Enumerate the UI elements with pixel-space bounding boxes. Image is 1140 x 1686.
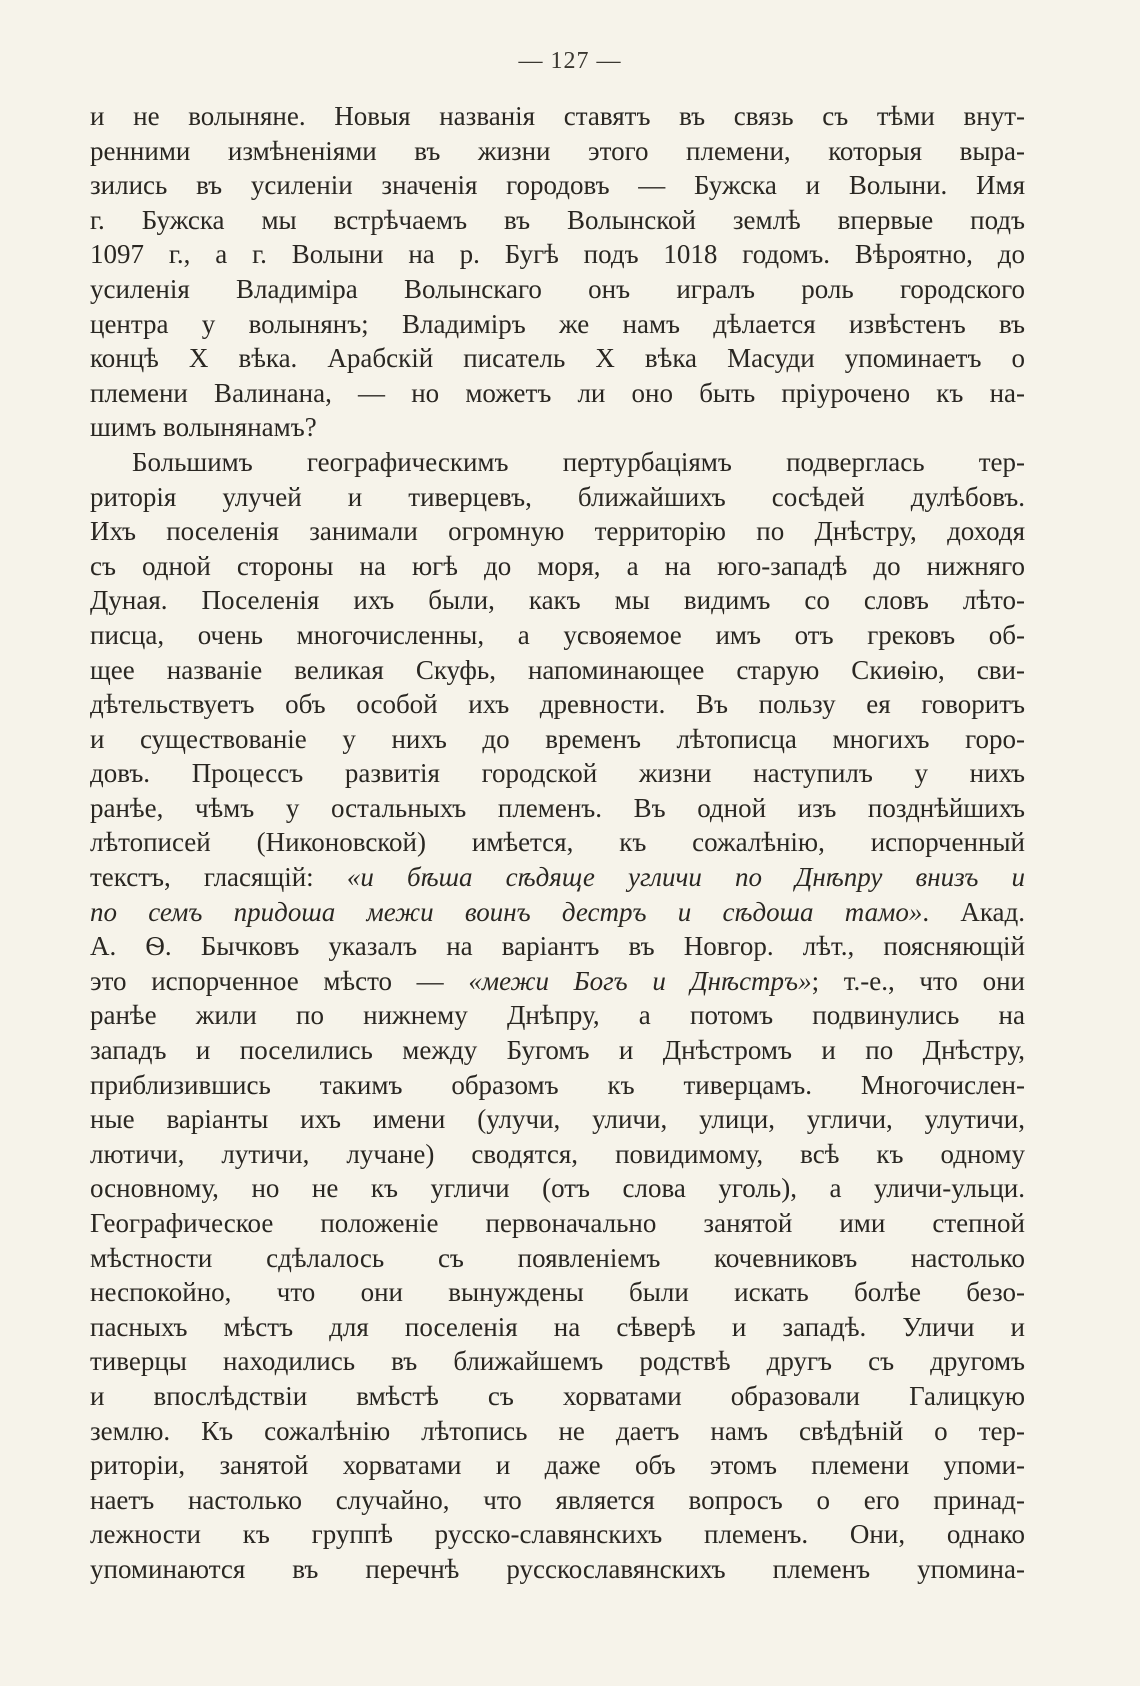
text-line: Дуная. Поселенія ихъ были, какъ мы видимъ со словъ лѣто- (90, 585, 1025, 616)
text-line: тиверцы находились въ ближайшемъ родствѣ другъ съ другомъ (90, 1346, 1025, 1377)
text-line: и не волыняне. Новыя названія ставятъ въ связь съ тѣми внут- (90, 101, 1025, 131)
text-line: землю. Къ сожалѣнію лѣтопись не даетъ намъ свѣдѣній о тер- (90, 1415, 1025, 1446)
text-line: г. Бужска мы встрѣчаемъ въ Волынской землѣ впервые подъ (90, 204, 1025, 235)
text-line: ранѣе, чѣмъ у остальныхъ племенъ. Въ одной изъ позднѣйшихъ (90, 792, 1025, 823)
text-line: Ихъ поселенія занимали огромную территорію по Днѣстру, доходя (90, 516, 1025, 547)
text-line: племени Валинана, — но можетъ ли оно быть пріурочено къ на- (90, 377, 1025, 408)
text-line: ренними измѣненіями въ жизни этого племени, которыя выра- (90, 135, 1025, 166)
text-line: наетъ настолько случайно, что является вопросъ о его принад- (90, 1484, 1025, 1515)
text-line: шимъ волынянамъ? (90, 412, 317, 443)
text-line: Географическое положеніе первоначально занятой ими степной (90, 1208, 1025, 1238)
quote-italic: по семъ придоша межи воинъ дестръ и сѣдоша тамо» (90, 896, 923, 927)
quote-italic: «и бѣша сѣдяще угличи по Днѣпру внизъ и (346, 862, 1026, 893)
text-line-quote (90, 860, 1025, 895)
body-text (90, 99, 1025, 1587)
text-line: лютичи, лутичи, лучане) сводятся, повидимому, всѣ къ одному (90, 1138, 1025, 1169)
text-line: довъ. Процессъ развитія городской жизни наступилъ у нихъ (90, 758, 1025, 789)
text-line: и впослѣдствіи вмѣстѣ съ хорватами образовали Галицкую (90, 1380, 1025, 1411)
text-line: риторіи, занятой хорватами и даже объ этомъ племени упоми- (90, 1450, 1025, 1481)
text-line: 1097 г., а г. Волыни на р. Бугѣ подъ 1018 годомъ. Вѣроятно, до (90, 239, 1025, 270)
text-line: пасныхъ мѣстъ для поселенія на сѣверѣ и западѣ. Уличи и (90, 1311, 1025, 1342)
text-line-quote (90, 964, 1025, 999)
line-text: . Акад. (922, 896, 1026, 927)
page-number: — 127 — (518, 48, 622, 74)
text-line: дѣтельствуетъ объ особой ихъ древности. Въ пользу ея говоритъ (90, 689, 1025, 720)
text-line: щее названіе великая Скуфь, напоминающее старую Скиѳію, сви- (90, 654, 1025, 685)
text-line: ные варіанты ихъ имени (улучи, уличи, улици, угличи, улутичи, (90, 1104, 1025, 1135)
text-line: центра у волынянъ; Владиміръ же намъ дѣлается извѣстенъ въ (90, 308, 1025, 339)
text-line: писца, очень многочисленны, а усвояемое имъ отъ грековъ об- (90, 619, 1025, 650)
text-line: ранѣе жили по нижнему Днѣпру, а потомъ подвинулись на (90, 1000, 1025, 1031)
text-line: риторія улучей и тиверцевъ, ближайшихъ сосѣдей дулѣбовъ. (90, 481, 1025, 512)
text-line: зились въ усиленіи значенія городовъ — Бужска и Волыни. Имя (90, 170, 1025, 201)
text-line: западъ и поселились между Бугомъ и Днѣстромъ и по Днѣстру, (90, 1035, 1025, 1066)
text-line: неспокойно, что они вынуждены были искать болѣе безо- (90, 1277, 1025, 1308)
line-text: текстъ, гласящій: (90, 862, 347, 893)
text-line: А. Ѳ. Бычковъ указалъ на варіантъ въ Новгор. лѣт., поясняющій (90, 931, 1025, 962)
paragraph-start-line: Большимъ географическимъ пертурбаціямъ подверглась тер- (132, 446, 1025, 477)
text-line: приблизившись такимъ образомъ къ тиверцамъ. Многочислен- (90, 1069, 1025, 1100)
text-line: усиленія Владиміра Волынскаго онъ игралъ роль городского (90, 273, 1025, 304)
text-line: мѣстности сдѣлалось съ появленіемъ кочевниковъ настолько (90, 1242, 1025, 1273)
text-line: съ одной стороны на югѣ до моря, а на юго-западѣ до нижняго (90, 550, 1025, 581)
text-line: и существованіе у нихъ до временъ лѣтописца многихъ горо- (90, 723, 1025, 754)
line-text: это испорченное мѣсто — (90, 965, 469, 996)
text-line: основному, но не къ угличи (отъ слова уголь), а уличи-ульци. (90, 1173, 1025, 1204)
text-line: лѣтописей (Никоновской) имѣется, къ сожалѣнію, испорченный (90, 827, 1025, 858)
quote-italic: «межи Богъ и Днѣстръ» (468, 965, 812, 996)
line-text: ; т.-е., что они (811, 965, 1025, 996)
text-line: концѣ X вѣка. Арабскій писатель X вѣка Масуди упоминаетъ о (90, 343, 1025, 374)
text-line: упоминаются въ перечнѣ русскославянскихъ племенъ упомина- (90, 1553, 1025, 1584)
text-line: лежности къ группѣ русско-славянскихъ племенъ. Они, однако (90, 1519, 1025, 1550)
text-line-quote (90, 895, 1025, 930)
